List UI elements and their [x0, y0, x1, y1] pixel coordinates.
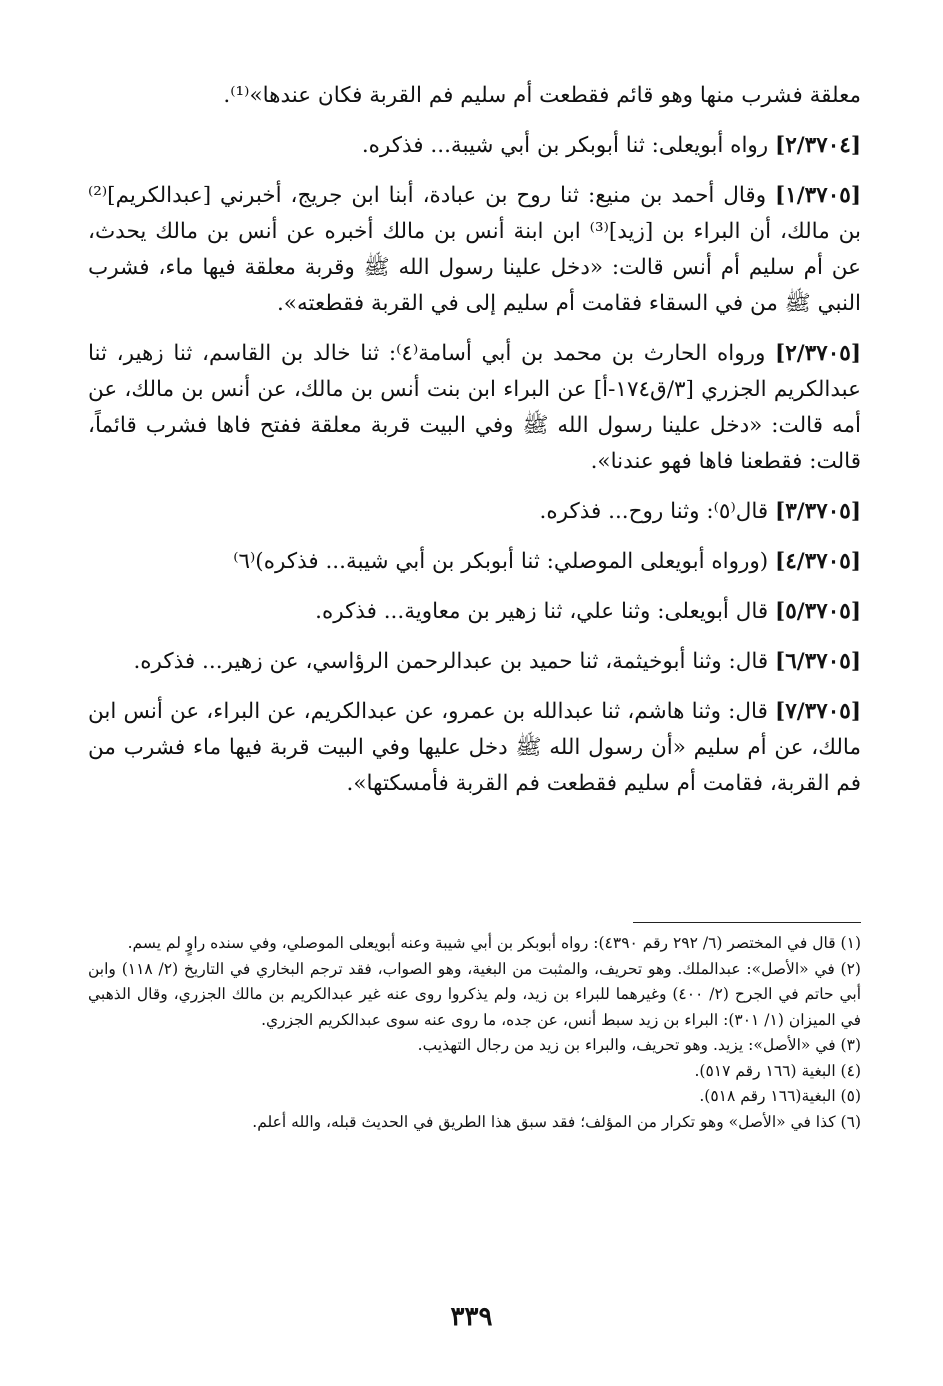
paragraph	[88, 644, 861, 680]
paragraph	[88, 336, 861, 480]
paragraph	[88, 594, 861, 630]
paragraph-text: وقال أحمد بن منيع: ثنا روح بن عبادة، أبنا ابن جريج، أخبرني [عبدالكريم]⁽²⁾ بن مالك، أن البراء بن [زيد]⁽³⁾ ابن ابنة أنس بن مالك أخبره عن أنس بن مالك يحدث، عن أم سليم أم أنس قالت: «دخل علينا رسول الله ﷺ وقربة معلقة فيها ماء، فشرب النبي ﷺ من في السقاء فقامت أم سليم إلى في القربة فقطعته».	[88, 183, 861, 316]
paragraph	[88, 694, 861, 802]
paragraph	[88, 494, 861, 530]
hadith-ref: [٢/٣٧٠٤]	[775, 133, 861, 158]
hadith-ref: [٣/٣٧٠٥]	[775, 499, 861, 524]
paragraph	[88, 544, 861, 580]
paragraph-text: قال: وثنا هاشم، ثنا عبدالله بن عمرو، عن عبدالكريم، عن البراء، عن أنس ابن مالك، عن أم سليم «أن رسول الله ﷺ دخل عليها وفي البيت قربة فيها ماء فشرب من فم القربة، فقامت أم سليم فقطعت فم القربة فأمسكتها».	[88, 699, 861, 796]
footnote: (٦) كذا في «الأصل» وهو تكرار من المؤلف؛ فقد سبق هذا الطريق في الحديث قبله، والله أعلم.	[252, 1112, 861, 1131]
paragraph	[88, 128, 861, 164]
hadith-ref: [٤/٣٧٠٥]	[775, 549, 861, 574]
hadith-ref: [٦/٣٧٠٥]	[775, 649, 861, 674]
hadith-ref: [١/٣٧٠٥]	[775, 183, 861, 208]
hadith-ref: [٥/٣٧٠٥]	[775, 599, 861, 624]
paragraph-text: قال⁽٥⁾: وثنا روح... فذكره.	[539, 499, 776, 524]
paragraph-text: قال: وثنا أبوخيثمة، ثنا حميد بن عبدالرحمن الرؤاسي، عن زهير... فذكره.	[133, 649, 776, 674]
footnote-separator	[633, 922, 861, 923]
footnote: (٤) البغية (١٦٦ رقم ٥١٧).	[694, 1061, 861, 1080]
main-text	[88, 78, 861, 816]
page-number: ٣٣٩	[450, 1302, 493, 1332]
hadith-ref: [٧/٣٧٠٥]	[775, 699, 861, 724]
paragraph-text: قال أبويعلى: وثنا علي، ثنا زهير بن معاوية... فذكره.	[315, 599, 776, 624]
paragraph-text: ورواه الحارث بن محمد بن أبي أسامة⁽٤⁾: ثنا خالد بن القاسم، ثنا زهير، ثنا عبدالكريم الجزري [٣/ق١٧٤-أ] عن البراء ابن بنت أنس بن مالك، عن أنس بن مالك، عن أمه قالت: «دخل علينا رسول الله ﷺ وفي البيت قربة معلقة ففتح فاها فشرب قائماً، قالت: فقطعنا فاها فهو عندنا».	[88, 341, 861, 474]
footnote: (١) قال في المختصر (٦/ ٢٩٢ رقم ٤٣٩٠): رواه أبوبكر بن أبي شيبة وعنه أبويعلى الموصلي، وفي سنده راوٍ لم يسم.	[127, 934, 861, 952]
footnote: (٢) في «الأصل»: عبدالملك. وهو تحريف، والمثبت من البغية، وهو الصواب، فقد ترجم البخاري في التاريخ (٢/ ١١٨) وابن أبي حاتم في الجرح (٢/ ٤٠٠) وغيرهما للبراء بن زيد، ولم يذكروا روى عنه غير عبدالكريم بن مالك الجزري، وقال الذهبي في الميزان (١/ ٣٠١): البراء بن زيد سبط أنس، عن جده، ما روى عنه سوى عبدالكريم الجزري.	[88, 959, 861, 1029]
footnote: (٣) في «الأصل»: يزيد. وهو تحريف، والبراء بن زيد من رجال التهذيب.	[417, 1036, 861, 1054]
paragraph-text: (ورواه أبويعلى الموصلي: ثنا أبوبكر بن أبي شيبة... فذكره)⁽٦⁾	[233, 549, 776, 574]
hadith-ref: [٢/٣٧٠٥]	[775, 341, 862, 366]
paragraph-text: رواه أبويعلى: ثنا أبوبكر بن أبي شيبة... فذكره.	[361, 133, 776, 158]
footnote: (٥) البغية(١٦٦ رقم ٥١٨).	[699, 1087, 861, 1105]
paragraph	[88, 178, 861, 322]
footnotes	[88, 922, 861, 1135]
paragraph-text: معلقة فشرب منها وهو قائم فقطعت أم سليم فم القربة فكان عندها»⁽¹⁾.	[223, 83, 861, 108]
paragraph	[88, 78, 861, 114]
